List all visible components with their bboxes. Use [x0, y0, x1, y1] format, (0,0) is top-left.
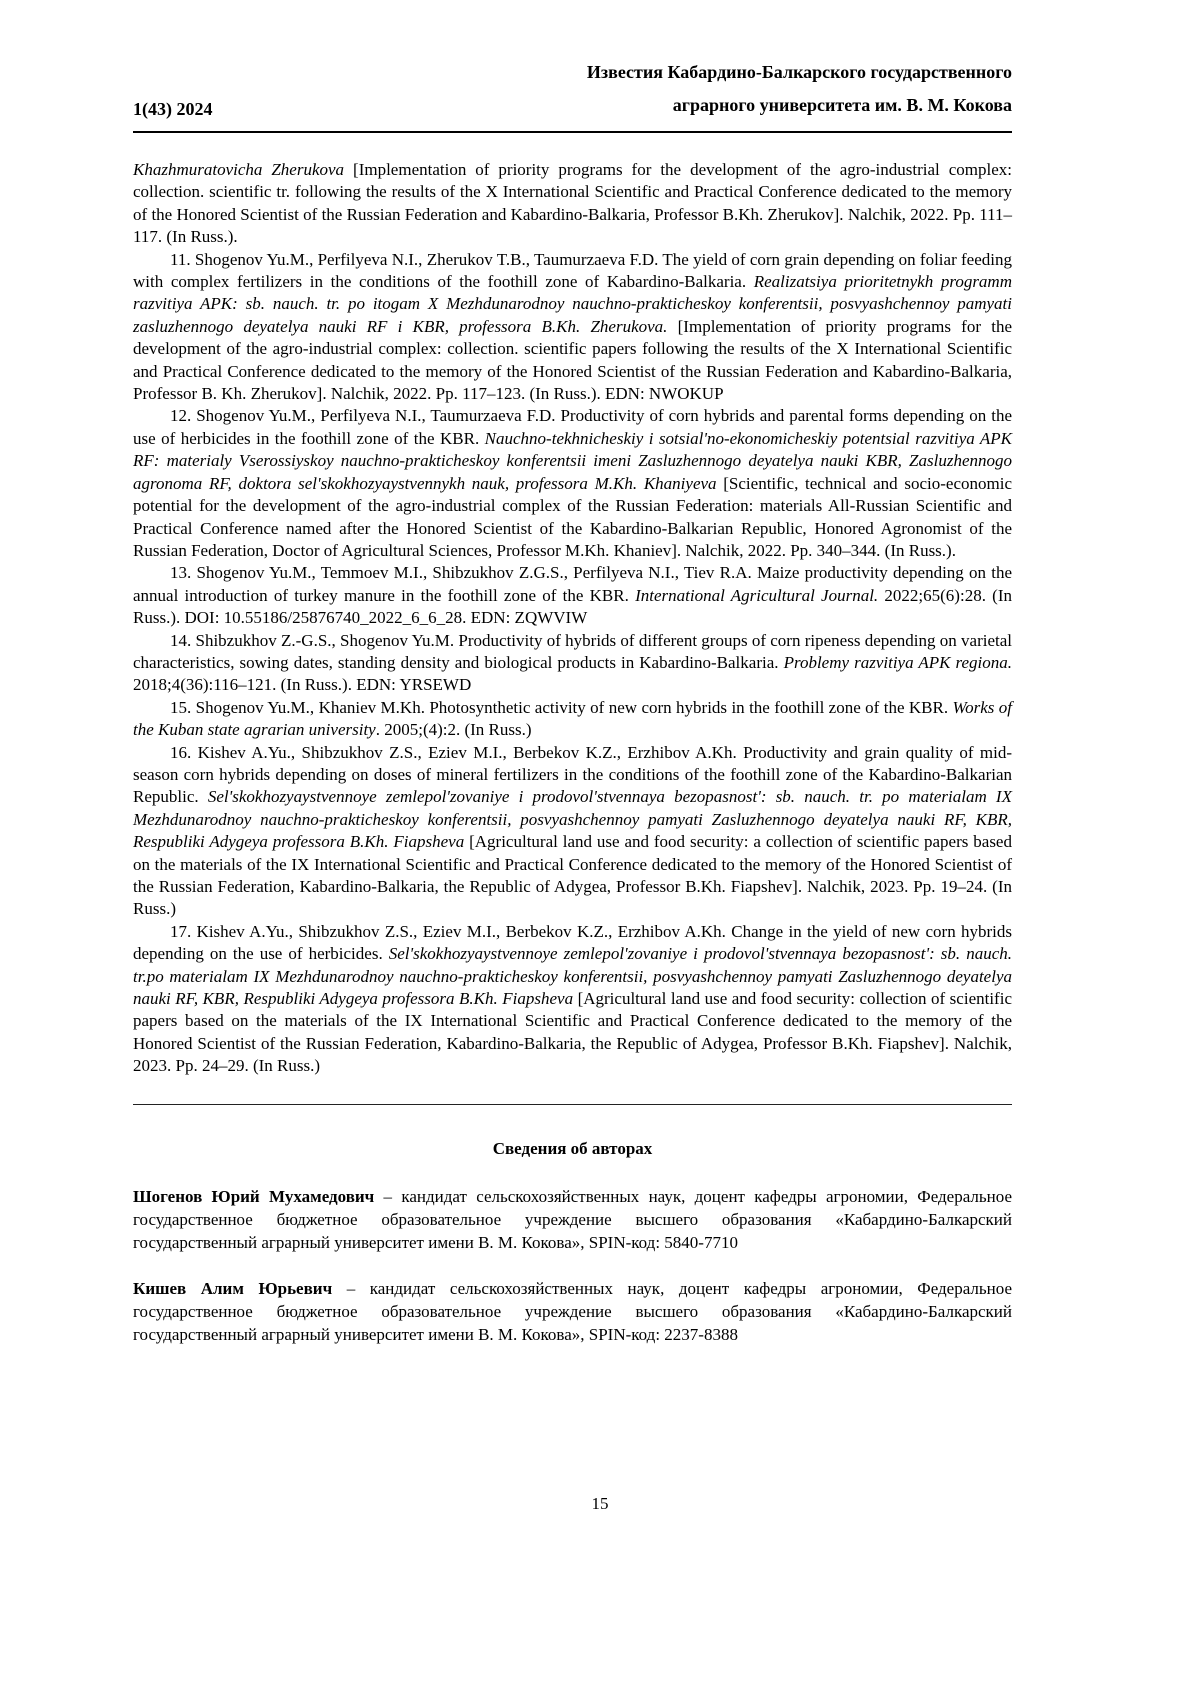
reference-source-title: Works of the Kuban state agrarian university	[133, 697, 1012, 740]
reference-text: 17. Kishev A.Yu., Shibzukhov Z.S., Eziev M.I., Berbekov K.Z., Erzhibov A.Kh. Change in the yield of new corn hybrids depending on the use of herbicides.	[133, 921, 1012, 964]
reference-text: 2018;4(36):116–121. (In Russ.). EDN: YRSEWD	[133, 675, 472, 695]
reference-text: 11. Shogenov Yu.M., Perfilyeva N.I., Zherukov T.B., Taumurzaeva F.D. The yield of corn grain depending on foliar feeding with complex fertilizers in the conditions of the foothill zone of Kabardino-Balkaria.	[133, 249, 1012, 292]
reference-source-title: Sel'skokhozyaystvennoye zemlepol'zovaniye i prodovol'stvennaya bezopasnost': sb. nauch. tr.po materialam IX Mezhdunarodnoy nauchno-prakticheskoy konferentsii, posvyashchennoy pamyati Zasluzhennogo deyatelya nauki RF, KBR, Respubliki Adygeya professora B.Kh. Fiapsheva	[133, 944, 1012, 1009]
reference-source-title: Sel'skokhozyaystvennoye zemlepol'zovaniye i prodovol'stvennaya bezopasnost': sb. nauch. tr. po materialam IX Mezhdunarodnoy nauchno-prakticheskoy konferentsii, posvyashchennoy pamyati Zasluzhennogo deyatelya nauki RF, KBR, Respubliki Adygeya professora B.Kh. Fiapsheva	[133, 787, 1012, 852]
issue-number: 1(43) 2024	[133, 99, 213, 119]
author-entry	[133, 1277, 1012, 1346]
reference-text: [Implementation of priority programs for the development of the agro-industrial complex: collection. scientific tr. following the results of the X International Scientific and Practical Conference dedicated to the memory of the Honored Scientist of the Russian Federation and Kabardino-Balkaria, Professor B.Kh. Zherukov]. Nalchik, 2022. Pp. 111–117. (In Russ.).	[133, 160, 1013, 247]
reference-source-title: International Agricultural Journal.	[635, 585, 879, 605]
author-name: Кишев Алим Юрьевич	[133, 1278, 333, 1298]
page-footer	[0, 1494, 1200, 1514]
reference-text: . 2005;(4):2. (In Russ.)	[375, 720, 532, 740]
reference-item	[133, 562, 1012, 629]
reference-text: 16. Kishev A.Yu., Shibzukhov Z.S., Eziev M.I., Berbekov K.Z., Erzhibov A.Kh. Productivity and grain quality of mid-season corn hybrids depending on doses of mineral fertilizers in the conditions of the foothill zone of the Kabardino-Balkarian Republic.	[133, 742, 1012, 807]
reference-item	[133, 630, 1012, 697]
reference-item	[133, 921, 1012, 1078]
reference-source-title: Realizatsiya prioritetnykh programm razvitiya APK: sb. nauch. tr. po itogam X Mezhdunarodnoy nauchno-prakticheskoy konferentsii, posvyashchennoy pamyati zasluzhennogo deyatelya nauki RF i KBR, professora B.Kh. Zherukova.	[133, 272, 1012, 336]
author-details: – кандидат сельскохозяйственных наук, доцент кафедры агрономии, Федеральное государственное бюджетное образовательное учреждение высшего образования «Кабардино-Балкарский государственный аграрный университет имени В. М. Кокова», SPIN-код: 2237-8388	[133, 1278, 1012, 1344]
reference-text: 2022;65(6):28. (In Russ.). DOI: 10.55186/25876740_2022_6_6_28. EDN: ZQWVIW	[133, 585, 1013, 628]
author-details: – кандидат сельскохозяйственных наук, доцент кафедры агрономии, Федеральное государственное бюджетное образовательное учреждение высшего образования «Кабардино-Балкарский государственный аграрный университет имени В. М. Кокова», SPIN-код: 5840-7710	[133, 1186, 1013, 1252]
header-rule	[133, 131, 1012, 133]
reference-text: 12. Shogenov Yu.M., Perfilyeva N.I., Taumurzaeva F.D. Productivity of corn hybrids and parental forms depending on the use of herbicides in the foothill zone of the KBR.	[133, 406, 1012, 448]
reference-text: [Implementation of priority programs for the development of the agro-industrial complex: collection. scientific papers following the results of the X International Scientific and Practical Conference dedicated to the memory of the Honored Scientist of the Russian Federation and Kabardino-Balkaria, Professor B. Kh. Zherukov]. Nalchik, 2022. Pp. 117–123. (In Russ.). EDN: NWOKUP	[133, 316, 1012, 404]
authors-section-heading: Сведения об авторах	[492, 1138, 653, 1158]
reference-item	[133, 249, 1012, 406]
reference-text: 14. Shibzukhov Z.-G.S., Shogenov Yu.M. Productivity of hybrids of different groups of corn ripeness depending on varietal characteristics, sowing dates, standing density and biological products in Kabardino-Balkaria.	[133, 630, 1012, 672]
reference-source-title: Khazhmuratovicha Zherukova	[133, 160, 345, 179]
author-entry	[133, 1185, 1012, 1254]
reference-text: [Agricultural land use and food security: collection of scientific papers based on the materials of the IX International Scientific and Practical Conference dedicated to the memory of the Honored Scientist of the Russian Federation, Kabardino-Balkaria, the Republic of Adygea, Professor B.Kh. Fiapshev]. Nalchik, 2023. Pp. 24–29. (In Russ.)	[133, 989, 1012, 1076]
reference-item	[133, 742, 1012, 921]
section-divider	[133, 1104, 1012, 1105]
reference-item	[133, 159, 1012, 249]
reference-text: [Agricultural land use and food security: a collection of scientific papers based on the materials of the IX International Scientific and Practical Conference dedicated to the memory of the Honored Scientist of the Russian Federation, Kabardino-Balkaria, the Republic of Adygea, Professor B.Kh. Fiapshev]. Nalchik, 2023. Pp. 19–24. (In Russ.)	[133, 832, 1012, 919]
author-name: Шогенов Юрий Мухамедович	[133, 1186, 375, 1206]
reference-item	[133, 405, 1012, 562]
references-section	[133, 159, 1012, 1078]
reference-text: 13. Shogenov Yu.M., Temmoev M.I., Shibzukhov Z.G.S., Perfilyeva N.I., Tiev R.A. Maize productivity depending on the annual introduction of turkey manure in the foothill zone of the KBR.	[133, 563, 1012, 605]
reference-text: [Scientific, technical and socio-economic potential for the development of the agro-industrial complex of the Russian Federation: materials All-Russian Scientific and Practical Conference named after the Honored Scientist of the Kabardino-Balkarian Republic, Honored Agronomist of the Russian Federation, Doctor of Agricultural Sciences, Professor M.Kh. Khaniev]. Nalchik, 2022. Pp. 340–344. (In Russ.).	[133, 473, 1012, 560]
page-number: 15	[591, 1494, 609, 1513]
journal-title-line2: аграрного университета им. В. М. Кокова	[672, 95, 1012, 115]
reference-text: 15. Shogenov Yu.M., Khaniev M.Kh. Photosynthetic activity of new corn hybrids in the foothill zone of the KBR.	[170, 697, 953, 717]
reference-source-title: Nauchno-tekhnicheskiy i sotsial'no-ekonomicheskiy potentsial razvitiya APK RF: materialy Vserossiyskoy nauchno-prakticheskoy konferentsii imeni Zasluzhennogo deyatelya nauki KBR, Zasluzhennogo agronoma RF, doktora sel'skokhozyaystvennykh nauk, professora M.Kh. Khaniyeva	[133, 428, 1013, 493]
journal-title	[587, 56, 1012, 122]
journal-title-line1: Известия Кабардино-Балкарского государственного	[586, 62, 1012, 82]
authors-list	[133, 1185, 1012, 1346]
reference-item	[133, 697, 1012, 742]
page-header	[133, 56, 1012, 122]
reference-source-title: Problemy razvitiya APK regiona.	[783, 652, 1012, 672]
